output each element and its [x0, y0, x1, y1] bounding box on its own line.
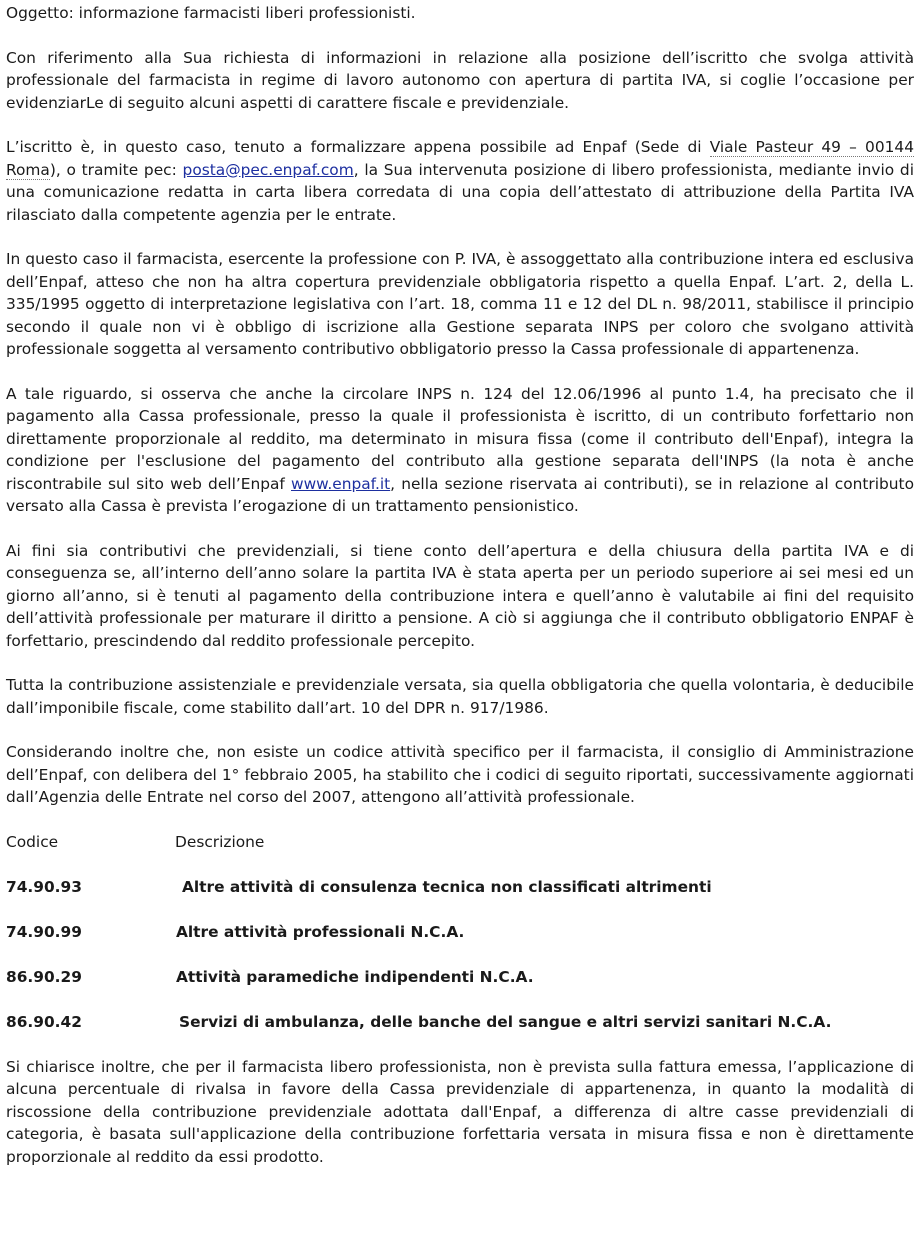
header-code: Codice	[6, 832, 59, 851]
paragraph-text: , nella sezione riservata ai contributi), se in relazione al contributo versato alla Cassa è prevista l’erogazione di un trattamento pensionistico.	[6, 474, 915, 515]
table-row	[6, 1011, 914, 1033]
paragraph-text: L’iscritto è, in questo caso, tenuto a formalizzare appena possibile ad Enpaf (Sede di	[6, 138, 710, 156]
table-row	[6, 921, 914, 943]
subject-line: Oggetto: informazione farmacisti liberi professionisti.	[6, 4, 416, 22]
paragraph-contribution: In questo caso il farmacista, esercente la professione con P. IVA, è assoggettato alla contribuzione intera ed esclusiva dell’Enpaf, atteso che non ha altra copertura previdenziale obbligatoria rispetto a quella Enpaf. L’art. 2, della L. 335/1995 oggetto di interpretazione legislativa con l’art. 18, comma 11 e 12 del DL n. 98/2011, stabilisce il principio secondo il quale non vi è obbligo di iscrizione alla Gestione separata INPS per coloro che svolgano attività professionale soggetta al versamento contributivo obbligatorio presso la Cassa professionale di appartenenza.	[6, 250, 914, 358]
paragraph-registration	[6, 136, 914, 226]
table-row	[6, 966, 914, 988]
paragraph-text: , la Sua intervenuta posizione di libero professionista, mediante invio di una comunicazione redatta in carta libera corredata di una copia dell’attestato di attribuzione della Partita IVA rilasciato dalla competente agenzia per le entrate.	[6, 160, 914, 224]
paragraph-text: A tale riguardo, si osserva che anche la circolare INPS n. 124 del 12.06/1996 al punto 1.4, ha precisato che il pagamento alla Cassa professionale, presso la quale il professionista è iscritto, di un contributo forfettario non direttamente proporzionale al reddito, ma determinato in misura fissa (come il contributo dell'Enpaf), integra la condizione per l'esclusione del pagamento del contributo alla gestione separata dell'INPS (la nota è anche riscontrabile sul sito web dell’Enpaf	[6, 384, 914, 493]
paragraph-vat-period: Ai fini sia contributivi che previdenziali, si tiene conto dell’apertura e della chiusura della partita IVA e di conseguenza se, all’interno dell’anno solare la partita IVA è stata aperta per un periodo superiore ai sei mesi ed un giorno all’anno, si è tenuti al pagamento della contribuzione intera e quell’anno è valutabile ai fini del requisito dell’attività professionale per maturare il diritto a pensione. A ciò si aggiunga che il contributo obbligatorio ENPAF è forfettario, prescindendo dal reddito professionale percepito.	[6, 541, 914, 650]
table-row	[6, 876, 914, 898]
codes-table-header	[6, 831, 914, 853]
activity-code: 86.90.42	[6, 1012, 82, 1031]
paragraph-no-rivalsa: Si chiarisce inoltre, che per il farmacista libero professionista, non è prevista sulla fattura emessa, l’applicazione di alcuna percentuale di rivalsa in favore della Cassa previdenziale di appartenenza, in quanto la modalità di riscossione della contribuzione previdenziale adottata dall'Enpaf, a differenza di altre casse previdenziali di categoria, è basata sull'applicazione della contribuzione forfettaria versata in misura fissa e non è direttamente proporzionale al reddito da essi prodotto.	[6, 1057, 914, 1166]
website-link[interactable]: www.enpaf.it	[291, 474, 391, 493]
paragraph-deductibility: Tutta la contribuzione assistenziale e previdenziale versata, sia quella obbligatoria che quella volontaria, è deducibile dall’imponibile fiscale, come stabilito dall’art. 10 del DPR n. 917/1986.	[6, 676, 914, 717]
paragraph-request-info: Con riferimento alla Sua richiesta di informazioni in relazione alla posizione dell’iscritto che svolga attività professionale del farmacista in regime di lavoro autonomo con apertura di partita IVA, si coglie l’occasione per evidenziarLe di seguito alcuni aspetti di carattere fiscale e previdenziale.	[6, 48, 914, 112]
activity-description: Servizi di ambulanza, delle banche del sangue e altri servizi sanitari N.C.A.	[179, 1012, 832, 1031]
activity-code: 74.90.93	[6, 877, 82, 896]
paragraph-inps-circular	[6, 383, 914, 518]
activity-description: Altre attività di consulenza tecnica non classificati altrimenti	[182, 877, 712, 896]
activity-description: Altre attività professionali N.C.A.	[176, 922, 465, 941]
activity-code: 74.90.99	[6, 922, 82, 941]
activity-code: 86.90.29	[6, 967, 82, 986]
address-link[interactable]: Viale Pasteur 49 – 00144 Roma	[6, 138, 914, 179]
activity-description: Attività paramediche indipendenti N.C.A.	[176, 967, 534, 986]
email-link[interactable]: posta@pec.enpaf.com	[182, 160, 354, 179]
paragraph-text: ), o tramite pec:	[49, 160, 183, 179]
header-description: Descrizione	[175, 832, 265, 851]
paragraph-activity-codes-intro: Considerando inoltre che, non esiste un codice attività specifico per il farmacista, il consiglio di Amministrazione dell’Enpaf, con delibera del 1° febbraio 2005, ha stabilito che i codici di seguito riportati, successivamente aggiornati dall’Agenzia delle Entrate nel corso del 2007, attengono all’attività professionale.	[6, 743, 914, 806]
